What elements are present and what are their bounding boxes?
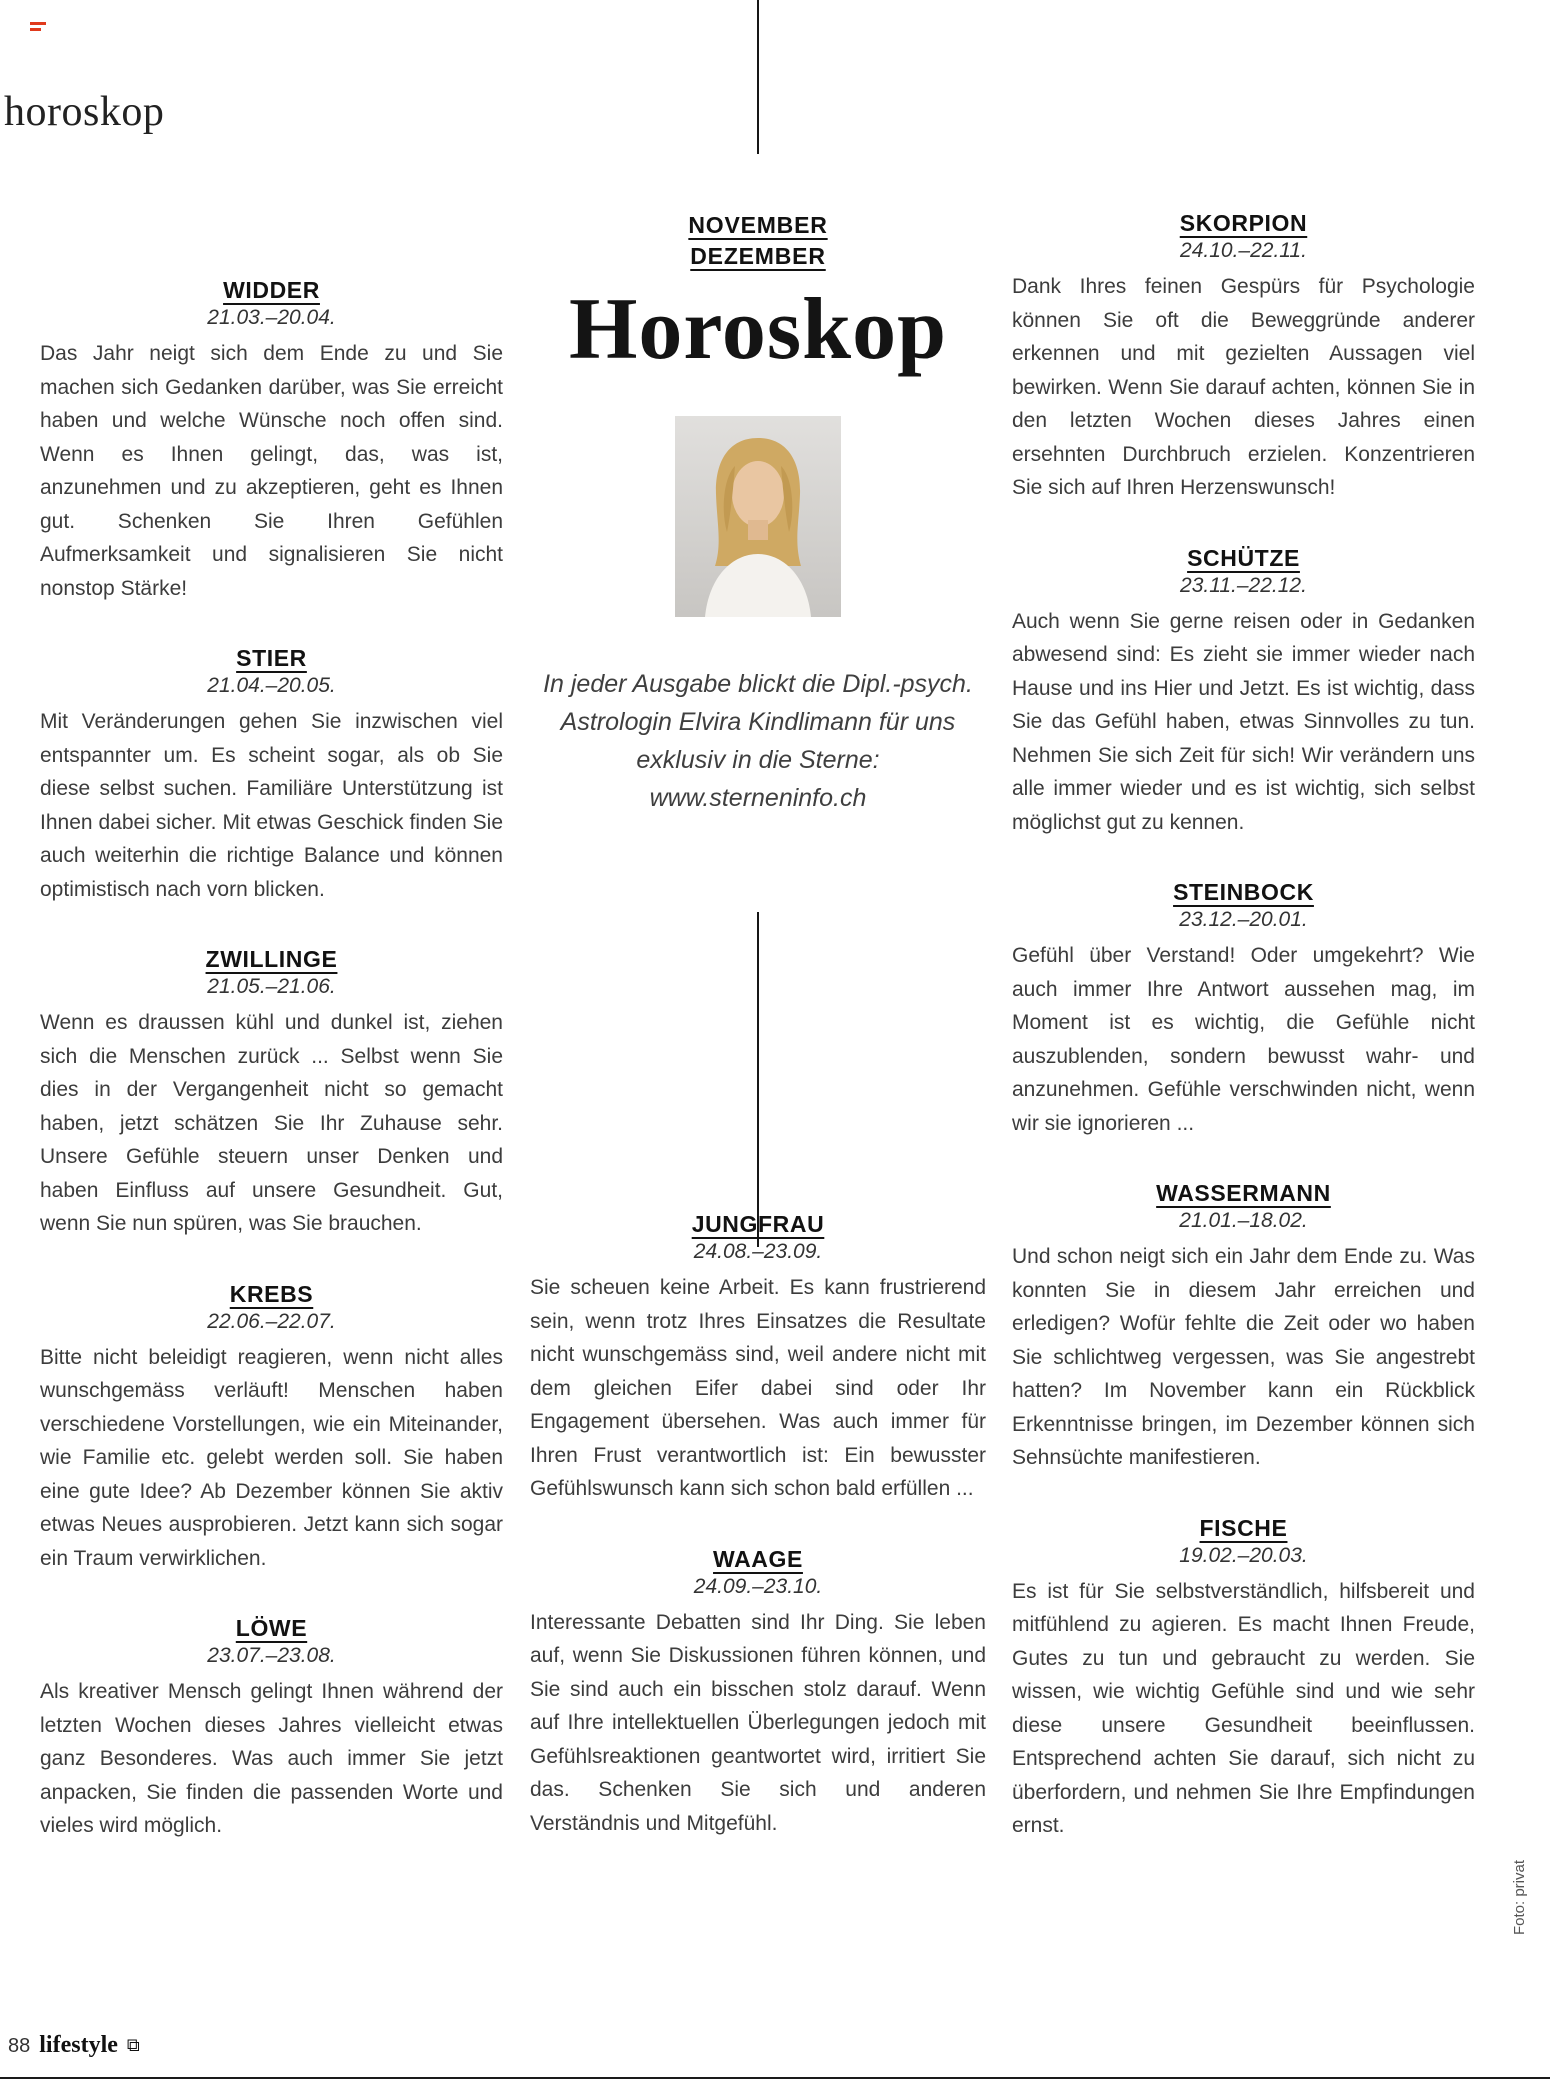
sign-dates: 23.12.–20.01.	[1179, 908, 1308, 931]
top-column-divider	[757, 0, 759, 154]
sign-dates: 21.04.–20.05.	[207, 674, 336, 697]
left-column	[40, 277, 503, 1883]
sign-text: Mit Veränderungen gehen Sie inzwischen viel entspannter um. Es scheint sogar, als ob Sie diese selbst suchen. Familiäre Unterstützung ist Ihnen dabei sicher. Mit etwas Geschick finden Sie auch weiterhin die richtige Balance und können optimistisch nach vorn blicken.	[40, 710, 503, 901]
sign-name: KREBS	[229, 1280, 314, 1307]
sign-text: Und schon neigt sich ein Jahr dem Ende zu. Was konnten Sie in diesem Jahr erreichen und erledigen? Wofür fehlte die Zeit oder wo haben Sie schlichtweg vergessen, was Sie angestrebt hatten? Im November kann ein Rückblick Erkenntnisse bringen, im Dezember können sich Sehnsüchte manifestieren.	[1012, 1245, 1475, 1469]
sign-dates: 24.10.–22.11.	[1180, 239, 1307, 262]
sign-name: ZWILLINGE	[205, 946, 338, 972]
sign-widder	[40, 277, 503, 605]
sign-schuetze	[1012, 545, 1475, 840]
sign-name: STEINBOCK	[1173, 879, 1314, 905]
sign-dates: 21.01.–18.02.	[1179, 1209, 1308, 1232]
sign-name: SCHÜTZE	[1187, 544, 1300, 571]
sign-dates: 23.11.–22.12.	[1180, 573, 1307, 597]
magazine-name: lifestyle	[39, 2032, 118, 2058]
brand-mark-icon	[30, 22, 46, 34]
sign-dates: 23.07.–23.08.	[207, 1644, 336, 1667]
intro-text: In jeder Ausgabe blickt die Dipl.-psych. Astrologin Elvira Kindlimann für uns exklusiv in die Sterne: www.sterneninfo.ch	[543, 670, 973, 812]
sign-text: Dank Ihres feinen Gespürs für Psychologie können Sie oft die Beweggründe anderer erkennen und mit gezielten Aussagen viel bewirken. Wenn Sie darauf achten, können Sie in den letzten Wochen dieses Jahres einen ersehnten Durchbruch erzielen. Konzentrieren Sie sich auf Ihren Herzenswunsch!	[1012, 275, 1475, 499]
sign-name: WAAGE	[713, 1545, 803, 1572]
sign-text: Auch wenn Sie gerne reisen oder in Gedanken abwesend sind: Es zieht sie immer wieder nach Hause und ins Hier und Jetzt. Es ist wichtig, dass Sie das Gefühl haben, etwas Sinnvolles zu tun. Nehmen Sie sich Zeit für sich! Wir verändern uns alle immer wieder und es ist wichtig, sich selbst möglichst gut zu kennen.	[1012, 609, 1475, 834]
sign-dates: 21.05.–21.06.	[207, 975, 336, 998]
center-column	[530, 210, 986, 1880]
sign-name: WASSERMANN	[1156, 1180, 1331, 1206]
page-title: Horoskop	[568, 281, 948, 378]
sign-text: Wenn es draussen kühl und dunkel ist, ziehen sich die Menschen zurück ... Selbst wenn Sie dies in der Vergangenheit nicht so gemacht haben, jetzt schätzen Sie Ihr Zuhause sehr. Unsere Gefühle steuern unser Denken und haben Einfluss auf unsere Gesundheit. Gut, wenn Sie nun spüren, was Sie brauchen.	[40, 1011, 503, 1235]
right-column	[1012, 210, 1475, 1883]
sign-dates: 22.06.–22.07.	[207, 1309, 336, 1333]
sign-dates: 24.08.–23.09.	[693, 1240, 823, 1263]
sign-text: Bitte nicht beleidigt reagieren, wenn nicht alles wunschgemäss verläuft! Menschen haben verschiedene Vorstellungen, wie ein Miteinander, wie Familie etc. gelebt werden soll. Sie haben eine gute Idee? Ab Dezember können Sie aktiv etwas Neues ausprobieren. Jetzt kann sich sogar ein Traum verwirklichen.	[40, 1345, 503, 1570]
issue-months	[530, 210, 986, 272]
issue-month-november: NOVEMBER	[688, 212, 828, 238]
sign-jungfrau	[530, 1211, 986, 1506]
sign-text: Es ist für Sie selbstverständlich, hilfsbereit und mitfühlend zu agieren. Es macht Ihnen Freude, Gutes zu tun und gebraucht zu werden. Sie wissen, wie wichtig Gefühle sind und wie sehr diese unsere Gesundheit beeinflussen. Entsprechend achten Sie darauf, sich nicht zu überfordern, und nehmen Sie Ihre Empfindungen ernst.	[1012, 1579, 1475, 1837]
sign-text: Als kreativer Mensch gelingt Ihnen während der letzten Wochen dieses Jahres vielleicht etwas ganz Besonderes. Was auch immer Sie jetzt anpacken, Sie finden die passenden Worte und vieles wird möglich.	[40, 1680, 503, 1837]
page-footer	[8, 2032, 140, 2059]
sign-stier	[40, 645, 503, 906]
sign-dates: 21.03.–20.04.	[207, 306, 336, 329]
issue-month-dezember: DEZEMBER	[690, 243, 826, 269]
sign-wassermann	[1012, 1180, 1475, 1475]
sign-fische	[1012, 1515, 1475, 1843]
sign-loewe	[40, 1615, 503, 1843]
page-number: 88	[8, 2035, 31, 2057]
sign-steinbock	[1012, 879, 1475, 1140]
sign-text: Interessante Debatten sind Ihr Ding. Sie leben auf, wenn Sie Diskussionen führen können, und Sie sind auch ein bisschen stolz darauf. Wenn auf Ihre intellektuellen Überlegungen jedoch mit Gefühlsreaktionen geantwortet wird, irritiert Sie das. Schenken Sie sich und anderen Verständnis und Mitgefühl.	[530, 1610, 986, 1835]
sign-name: FISCHE	[1199, 1514, 1288, 1541]
sign-zwillinge	[40, 946, 503, 1241]
sign-text: Das Jahr neigt sich dem Ende zu und Sie machen sich Gedanken darüber, was Sie erreicht haben und welche Wünsche noch offen sind. Wenn es Ihnen gelingt, das, was ist, anzunehmen und zu akzeptieren, geht es Ihnen gut. Schenken Sie Ihren Gefühlen Aufmerksamkeit und signalisieren Sie nicht nonstop Stärke!	[40, 342, 503, 600]
sign-waage	[530, 1546, 986, 1841]
sign-name: JUNGFRAU	[691, 1211, 825, 1237]
astrologer-photo	[675, 416, 841, 617]
photo-credit: Foto: privat	[1511, 1860, 1528, 1936]
magazine-logo-icon: ⧉	[126, 2035, 140, 2055]
sign-text: Sie scheuen keine Arbeit. Es kann frustrierend sein, wenn trotz Ihres Einsatzes die Resultate nicht wunschgemäss sind, weil andere nicht mit dem gleichen Eifer dabei sind oder Ihr Engagement übersehen. Was auch immer für Ihren Frust verantwortlich ist: Ein bewusster Gefühlswunsch kann sich schon bald erfüllen ...	[530, 1276, 986, 1500]
sign-dates: 19.02.–20.03.	[1179, 1543, 1308, 1567]
sign-name: LÖWE	[235, 1615, 308, 1641]
center-gap	[530, 817, 986, 1211]
sign-krebs	[40, 1281, 503, 1576]
sign-name: SKORPION	[1179, 210, 1308, 236]
sign-skorpion	[1012, 210, 1475, 505]
sign-name: STIER	[236, 645, 307, 671]
sign-name: WIDDER	[223, 277, 320, 303]
sign-dates: 24.09.–23.10.	[693, 1574, 823, 1598]
section-header: horoskop	[4, 89, 165, 135]
sign-text: Gefühl über Verstand! Oder umgekehrt? Wie auch immer Ihre Antwort aussehen mag, im Moment ist es wichtig, die Gefühle nicht auszublenden, sondern bewusst wahr- und anzunehmen. Gefühle verschwinden nicht, wenn wir sie ignorieren ...	[1012, 944, 1475, 1135]
